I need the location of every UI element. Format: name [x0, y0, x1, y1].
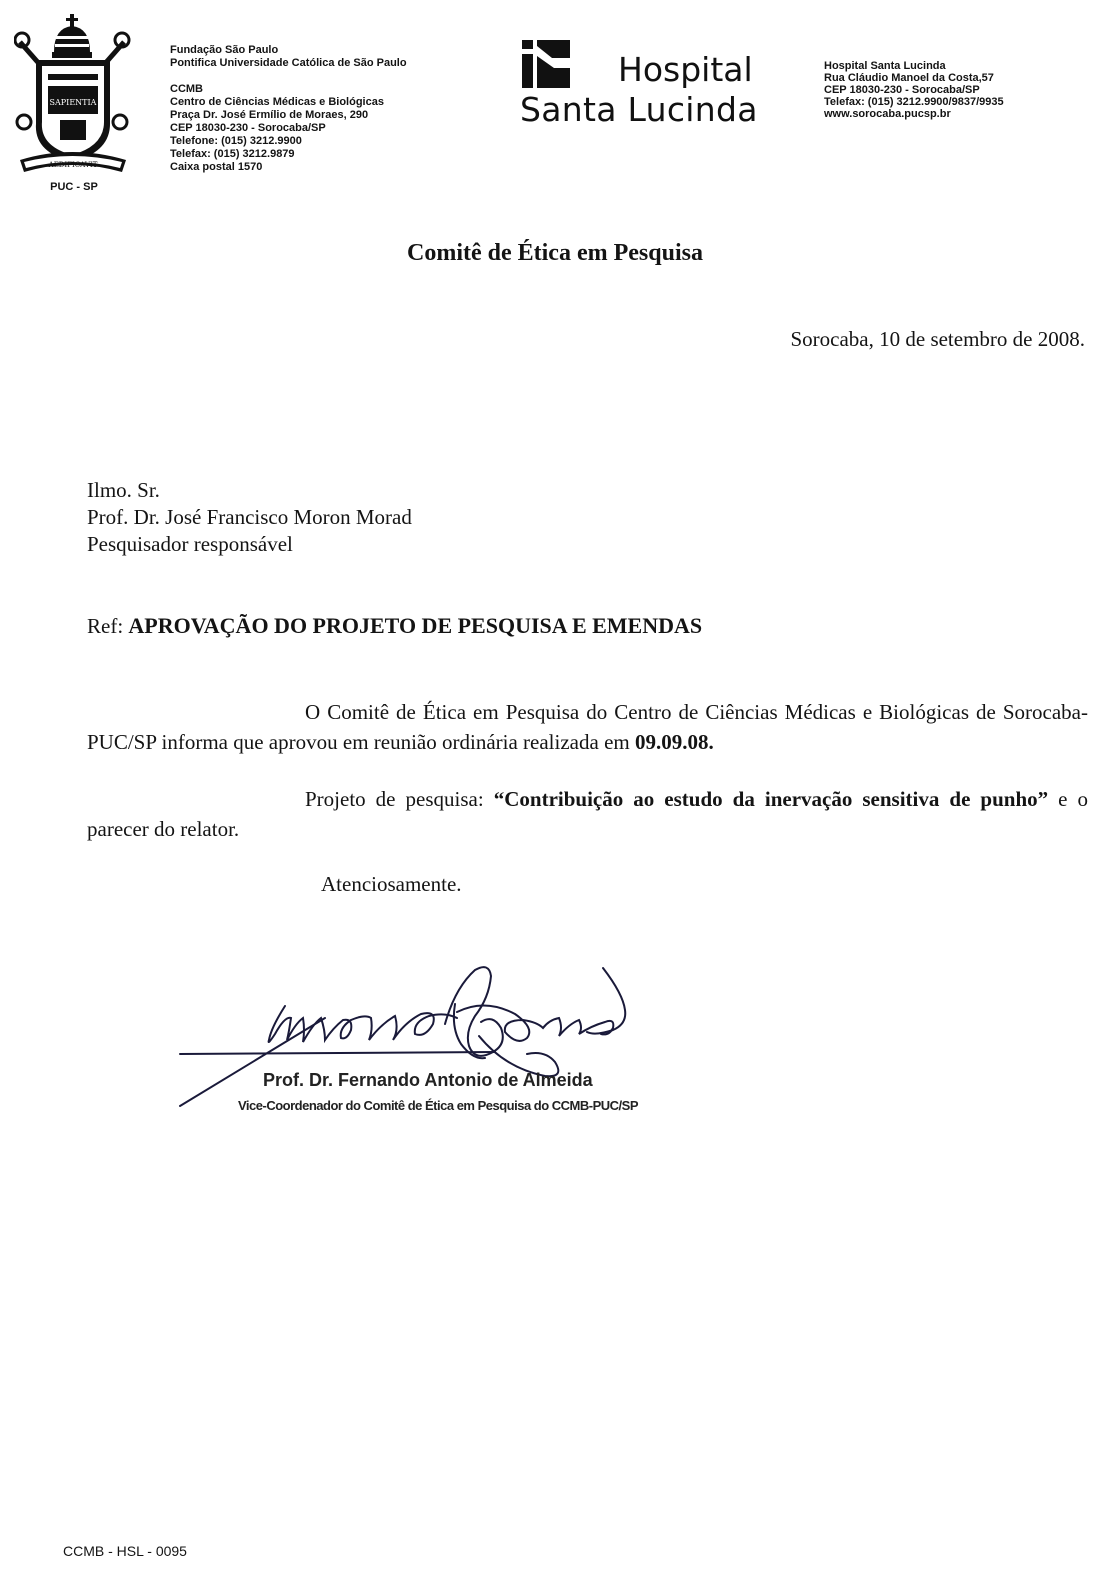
- hospital-name: [518, 50, 768, 130]
- approval-text: O Comitê de Ética em Pesquisa do Centro de Ciências Médicas e Biológicas de Sorocaba-PUC/SP informa que aprovou em reunião ordinária realizada em: [87, 700, 1088, 754]
- puc-line: Telefone: (015) 3212.9900: [170, 135, 302, 147]
- puc-line: Praça Dr. José Ermílio de Moraes, 290: [170, 109, 369, 121]
- recipient-block: [87, 477, 412, 558]
- reference-line: [87, 613, 702, 639]
- closing: Atenciosamente.: [321, 872, 462, 896]
- document-code: CCMB - HSL - 0095: [63, 1543, 187, 1559]
- puc-line: Fundação São Paulo: [170, 44, 279, 56]
- puc-line: Centro de Ciências Médicas e Biológicas: [170, 96, 384, 108]
- hospital-name-line2: Santa Lucinda: [520, 90, 758, 129]
- hospital-line: CEP 18030-230 - Sorocaba/SP: [824, 84, 980, 96]
- project-title: “Contribuição ao estudo da inervação sensitiva de punho”: [493, 787, 1049, 811]
- puc-sp-crest: [14, 12, 132, 182]
- recipient-line: Ilmo. Sr.: [87, 478, 160, 502]
- svg-text:AEDIFICAVIT: AEDIFICAVIT: [48, 161, 98, 169]
- meeting-date: 09.09.08.: [634, 730, 714, 754]
- hospital-address-block: [824, 60, 1064, 120]
- date-line: Sorocaba, 10 de setembro de 2008.: [790, 327, 1085, 351]
- puc-caption: PUC - SP: [50, 181, 98, 193]
- puc-line: Pontifica Universidade Católica de São Paulo: [170, 57, 407, 69]
- recipient-line: Pesquisador responsável: [87, 532, 293, 556]
- project-paragraph: [87, 784, 1088, 844]
- project-label: Projeto de pesquisa:: [305, 787, 484, 811]
- ref-subject: APROVAÇÃO DO PROJETO DE PESQUISA E EMENDAS: [128, 613, 703, 638]
- project-rest: e o parecer do relator.: [87, 787, 1089, 841]
- approval-paragraph: [87, 697, 1088, 757]
- signer-role: Vice-Coordenador do Comitê de Ética em Pesquisa do CCMB-PUC/SP: [238, 1098, 639, 1113]
- hospital-line: Hospital Santa Lucinda: [824, 60, 946, 72]
- recipient-line: Prof. Dr. José Francisco Moron Morad: [87, 505, 412, 529]
- hospital-line: Telefax: (015) 3212.9900/9837/9935: [824, 96, 1004, 108]
- svg-text:SAPIENTIA: SAPIENTIA: [49, 98, 97, 107]
- committee-title: Comitê de Ética em Pesquisa: [407, 240, 703, 266]
- puc-address-block: [170, 44, 470, 174]
- puc-line: Telefax: (015) 3212.9879: [170, 148, 295, 160]
- puc-line: Caixa postal 1570: [170, 161, 263, 173]
- signer-name: Prof. Dr. Fernando Antonio de Almeida: [263, 1070, 593, 1090]
- puc-line: CEP 18030-230 - Sorocaba/SP: [170, 122, 326, 134]
- ref-label: Ref:: [87, 614, 124, 638]
- hospital-line: www.sorocaba.pucsp.br: [824, 108, 951, 120]
- hospital-name-line1: Hospital: [618, 50, 753, 89]
- hospital-line: Rua Cláudio Manoel da Costa,57: [824, 72, 994, 84]
- puc-line: CCMB: [170, 83, 203, 95]
